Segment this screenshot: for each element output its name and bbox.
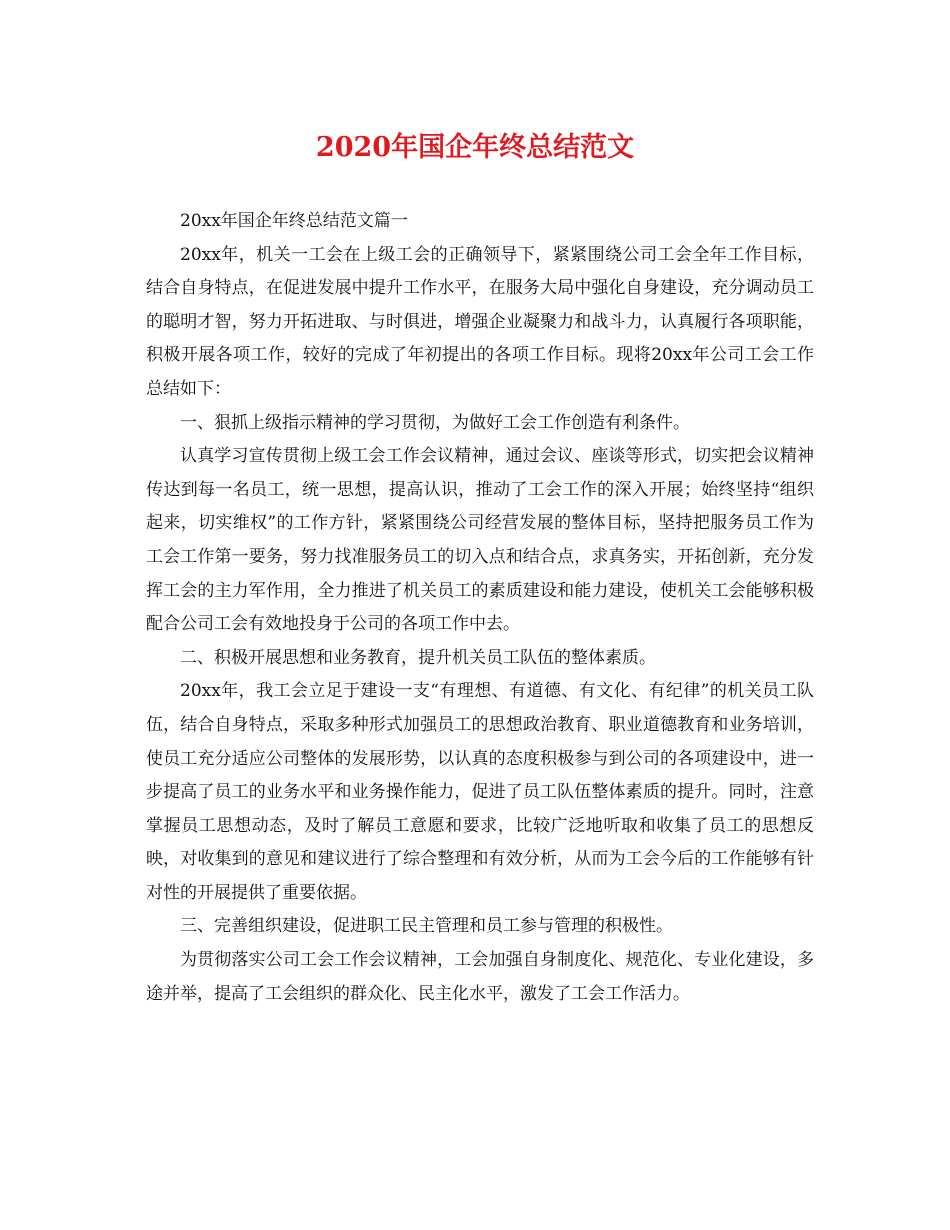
section-heading: 二、积极开展思想和业务教育，提升机关员工队伍的整体素质。 <box>180 647 656 668</box>
paragraph: 为贯彻落实公司工会工作会议精神，工会加强自身制度化、规范化、专业化建设，多途并举，提高了工会组织的群众化、民主化水平，激发了工会工作活力。 <box>146 950 814 1004</box>
document-title: 2020年国企年终总结范文 <box>315 132 635 163</box>
document-body <box>146 205 814 1011</box>
paragraph: 20xx年，机关一工会在上级工会的正确领导下，紧紧围绕公司工会全年工作目标，结合自身特点，在促进发展中提升工作水平，在服务大局中强化自身建设，充分调动员工的聪明才智，努力开拓进取、与时俱进，增强企业凝聚力和战斗力，认真履行各项职能，积极开展各项工作，较好的完成了年初提出的各项工作目标。现将20xx年公司工会工作总结如下： <box>146 244 814 399</box>
section-heading: 三、完善组织建设，促进职工民主管理和员工参与管理的积极性。 <box>180 916 673 937</box>
section-heading: 一、狠抓上级指示精神的学习贯彻，为做好工会工作创造有利条件。 <box>180 412 690 433</box>
section-heading: 20xx年国企年终总结范文篇一 <box>180 211 408 231</box>
paragraph: 认真学习宣传贯彻上级工会工作会议精神，通过会议、座谈等形式，切实把会议精神传达到每一名员工，统一思想，提高认识，推动了工会工作的深入开展；始终坚持“组织起来，切实维权”的工作方针，紧紧围绕公司经营发展的整体目标，坚持把服务员工作为工会工作第一要务，努力找准服务员工的切入点和结合点，求真务实，开拓创新，充分发挥工会的主力军作用，全力推进了机关员工的素质建设和能力建设，使机关工会能够积极配合公司工会有效地投身于公司的各项工作中去。 <box>146 446 814 635</box>
paragraph: 20xx年，我工会立足于建设一支“有理想、有道德、有文化、有纪律”的机关员工队伍，结合自身特点，采取多种形式加强员工的思想政治教育、职业道德教育和业务培训，使员工充分适应公司整体的发展形势，以认真的态度积极参与到公司的各项建设中，进一步提高了员工的业务水平和业务操作能力，促进了员工队伍整体素质的提升。同时，注意掌握员工思想动态，及时了解员工意愿和要求，比较广泛地听取和收集了员工的思想反映，对收集到的意见和建议进行了综合整理和有效分析，从而为工会今后的工作能够有针对性的开展提供了重要依据。 <box>146 681 814 903</box>
